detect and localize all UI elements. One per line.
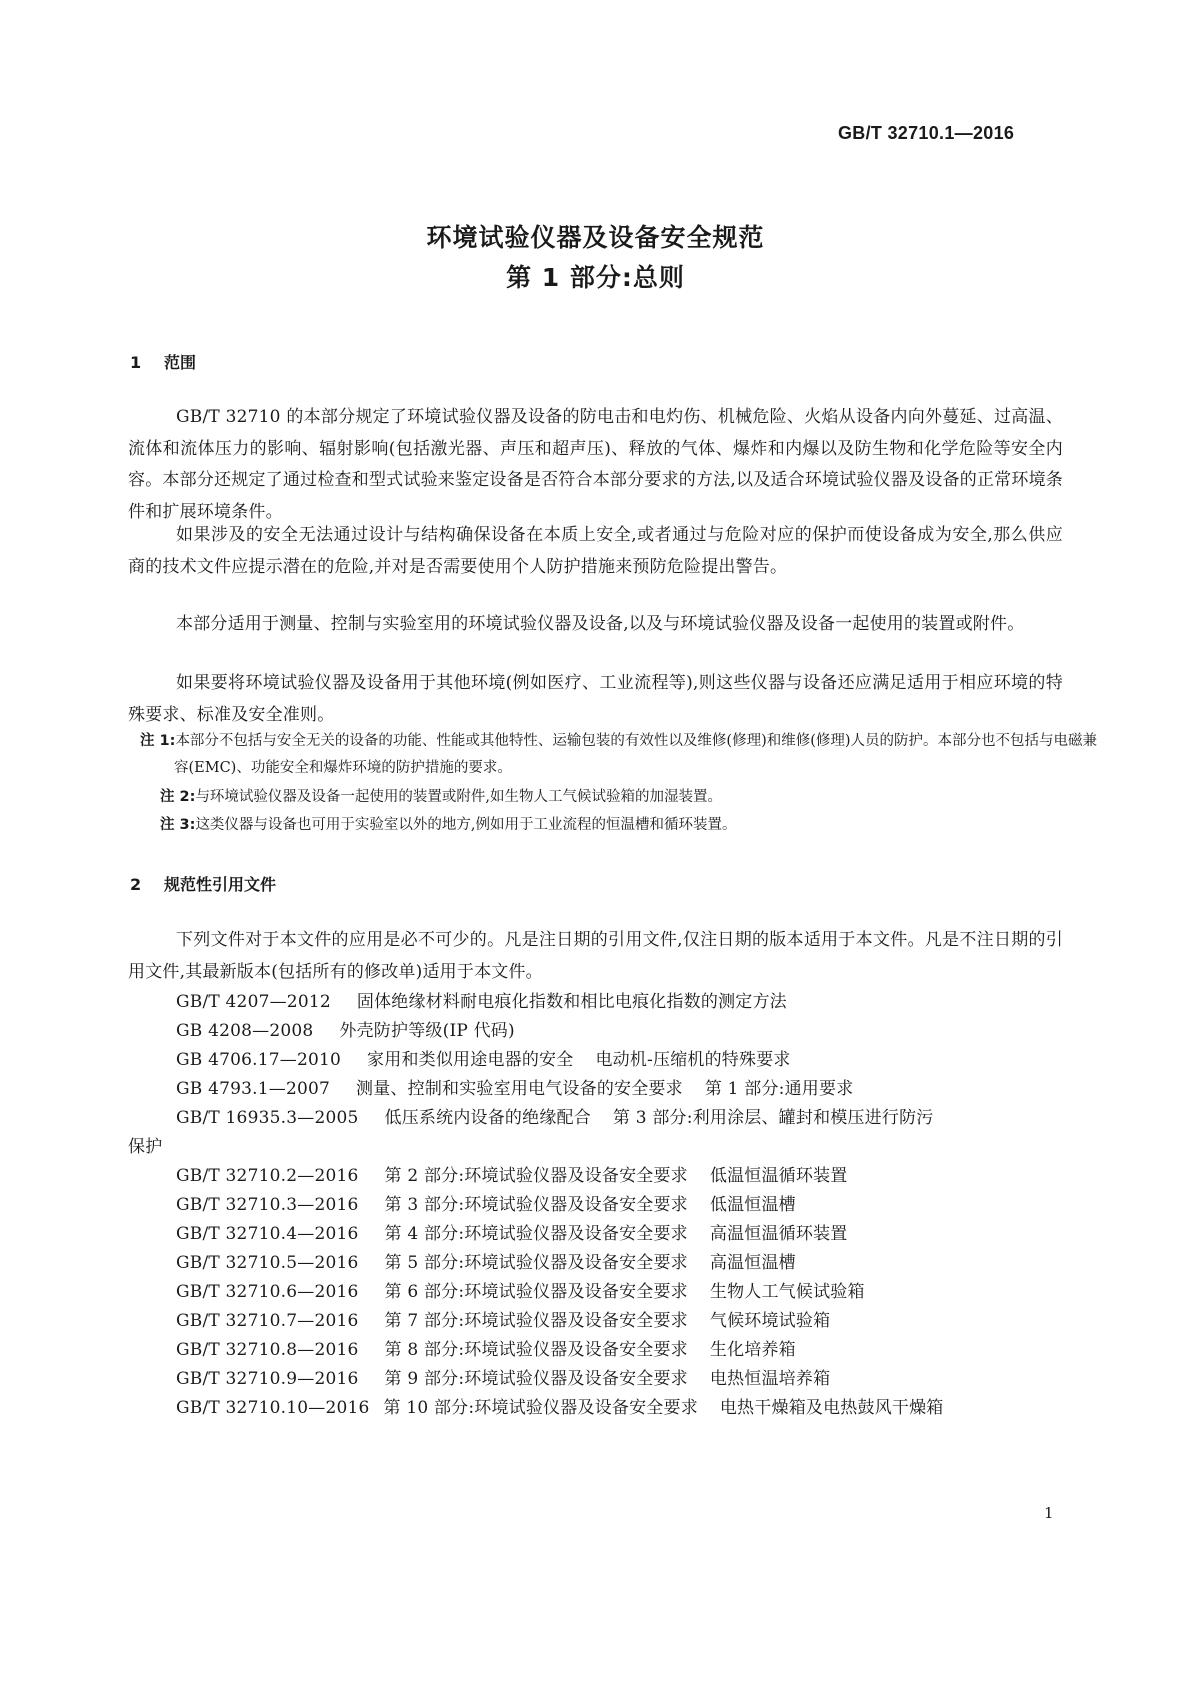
- section-1-heading: [130, 350, 196, 373]
- document-title: 环境试验仪器及设备安全规范: [426, 223, 765, 252]
- reference-code: GB/T 32710.4—2016: [176, 1224, 359, 1244]
- reference-title: 外壳防护等级(IP 代码): [339, 1021, 515, 1041]
- note-text: 这类仪器与设备也可用于实验室以外的地方,例如用于工业流程的恒温槽和循环装置。: [195, 817, 737, 833]
- reference-subtitle: 低温恒温槽: [709, 1195, 796, 1215]
- reference-code: GB/T 32710.9—2016: [176, 1369, 359, 1389]
- note-text: 与环境试验仪器及设备一起使用的装置或附件,如生物人工气候试验箱的加湿装置。: [195, 789, 723, 805]
- paragraph: GB/T 32710 的本部分规定了环境试验仪器及设备的防电击和电灼伤、机械危险、火焰从设备内向外蔓延、过高温、流体和流体压力的影响、辐射影响(包括激光器、声压和超声压)、释放的气体、爆炸和内爆以及防生物和化学危险等安全内容。本部分还规定了通过检查和型式试验来鉴定设备是否符合本部分要求的方法,以及适合环境试验仪器及设备的正常环境条件和扩展环境条件。: [128, 407, 1063, 522]
- reference-title: 低压系统内设备的绝缘配合: [384, 1108, 591, 1128]
- reference-item: [176, 1103, 933, 1128]
- reference-title: 测量、控制和实验室用电气设备的安全要求: [356, 1079, 683, 1099]
- section-title: 范围: [164, 353, 197, 372]
- reference-title: 第 6 部分:环境试验仪器及设备安全要求: [384, 1282, 688, 1302]
- section-number: 2: [130, 875, 142, 894]
- reference-item: [176, 1016, 515, 1041]
- reference-item: [176, 1306, 830, 1331]
- reference-subtitle: 电热恒温培养箱: [709, 1369, 831, 1389]
- reference-item: [176, 1161, 847, 1186]
- reference-code: GB/T 32710.2—2016: [176, 1166, 359, 1186]
- reference-item: [176, 1074, 853, 1099]
- reference-item: [176, 987, 787, 1012]
- reference-code: GB/T 32710.8—2016: [176, 1340, 359, 1360]
- reference-code: GB/T 32710.3—2016: [176, 1195, 359, 1215]
- reference-title: 第 10 部分:环境试验仪器及设备安全要求: [383, 1398, 698, 1418]
- note-1: [140, 728, 1108, 782]
- reference-subtitle: 第 3 部分:利用涂层、罐封和模压进行防污: [612, 1108, 934, 1128]
- reference-title: 第 5 部分:环境试验仪器及设备安全要求: [384, 1253, 688, 1273]
- reference-item: [176, 1190, 796, 1215]
- section-title: 规范性引用文件: [164, 875, 277, 894]
- reference-item: [176, 1364, 830, 1389]
- reference-code: GB 4706.17—2010: [176, 1050, 342, 1070]
- reference-item: [176, 1393, 944, 1418]
- reference-continuation: 保护: [128, 1137, 163, 1157]
- reference-title: 第 2 部分:环境试验仪器及设备安全要求: [384, 1166, 688, 1186]
- reference-subtitle: 高温恒温槽: [709, 1253, 796, 1273]
- reference-subtitle: 气候环境试验箱: [709, 1311, 831, 1331]
- note-label: 注 3:: [160, 817, 196, 833]
- reference-title: 固体绝缘材料耐电痕化指数和相比电痕化指数的测定方法: [356, 992, 787, 1012]
- reference-item: [176, 1277, 865, 1302]
- reference-title: 第 8 部分:环境试验仪器及设备安全要求: [384, 1340, 688, 1360]
- reference-code: GB/T 32710.6—2016: [176, 1282, 359, 1302]
- reference-item: [176, 1248, 796, 1273]
- reference-subtitle: 第 1 部分:通用要求: [704, 1079, 854, 1099]
- reference-item: [176, 1335, 796, 1360]
- note-2: [160, 784, 1060, 811]
- reference-item: [176, 1219, 847, 1244]
- reference-subtitle: 生物人工气候试验箱: [709, 1282, 865, 1302]
- reference-code: GB/T 32710.10—2016: [176, 1398, 370, 1418]
- reference-title: 第 3 部分:环境试验仪器及设备安全要求: [384, 1195, 688, 1215]
- paragraph: 如果要将环境试验仪器及设备用于其他环境(例如医疗、工业流程等),则这些仪器与设备还应满足适用于相应环境的特殊要求、标准及安全准则。: [128, 673, 1063, 725]
- reference-code: GB 4793.1—2007: [176, 1079, 331, 1099]
- paragraph: 如果涉及的安全无法通过设计与结构确保设备在本质上安全,或者通过与危险对应的保护而使设备成为安全,那么供应商的技术文件应提示潜在的危险,并对是否需要使用个人防护措施来预防危险提出警告。: [128, 525, 1063, 577]
- note-label: 注 1:: [140, 733, 176, 749]
- reference-subtitle: 电热干燥箱及电热鼓风干燥箱: [719, 1398, 944, 1418]
- reference-title: 第 9 部分:环境试验仪器及设备安全要求: [384, 1369, 688, 1389]
- reference-code: GB/T 4207—2012: [176, 992, 331, 1012]
- note-label: 注 2:: [160, 789, 196, 805]
- reference-code: GB/T 32710.7—2016: [176, 1311, 359, 1331]
- reference-title: 第 7 部分:环境试验仪器及设备安全要求: [384, 1311, 688, 1331]
- reference-title: 家用和类似用途电器的安全: [367, 1050, 574, 1070]
- reference-code: GB 4208—2008: [176, 1021, 314, 1041]
- reference-title: 第 4 部分:环境试验仪器及设备安全要求: [384, 1224, 688, 1244]
- reference-code: GB/T 16935.3—2005: [176, 1108, 359, 1128]
- reference-subtitle: 低温恒温循环装置: [709, 1166, 848, 1186]
- paragraph: 下列文件对于本文件的应用是必不可少的。凡是注日期的引用文件,仅注日期的版本适用于本文件。凡是不注日期的引用文件,其最新版本(包括所有的修改单)适用于本文件。: [128, 930, 1063, 982]
- reference-item: [176, 1045, 791, 1070]
- section-2-heading: [130, 872, 276, 895]
- reference-subtitle: 电动机-压缩机的特殊要求: [595, 1050, 791, 1070]
- note-3: [160, 812, 1060, 839]
- document-subtitle: 第 1 部分:总则: [506, 263, 685, 292]
- reference-subtitle: 高温恒温循环装置: [709, 1224, 848, 1244]
- note-text: 本部分不包括与安全无关的设备的功能、性能或其他特性、运输包装的有效性以及维修(修理)和维修(修理)人员的防护。本部分也不包括与电磁兼容(EMC)、功能安全和爆炸环境的防护措施的要求。: [174, 733, 1098, 776]
- page-number: 1: [1044, 1504, 1054, 1522]
- section-number: 1: [130, 353, 142, 372]
- reference-code: GB/T 32710.5—2016: [176, 1253, 359, 1273]
- standard-code: GB/T 32710.1—2016: [838, 123, 1015, 143]
- reference-subtitle: 生化培养箱: [709, 1340, 796, 1360]
- paragraph: 本部分适用于测量、控制与实验室用的环境试验仪器及设备,以及与环境试验仪器及设备一起使用的装置或附件。: [176, 614, 1025, 634]
